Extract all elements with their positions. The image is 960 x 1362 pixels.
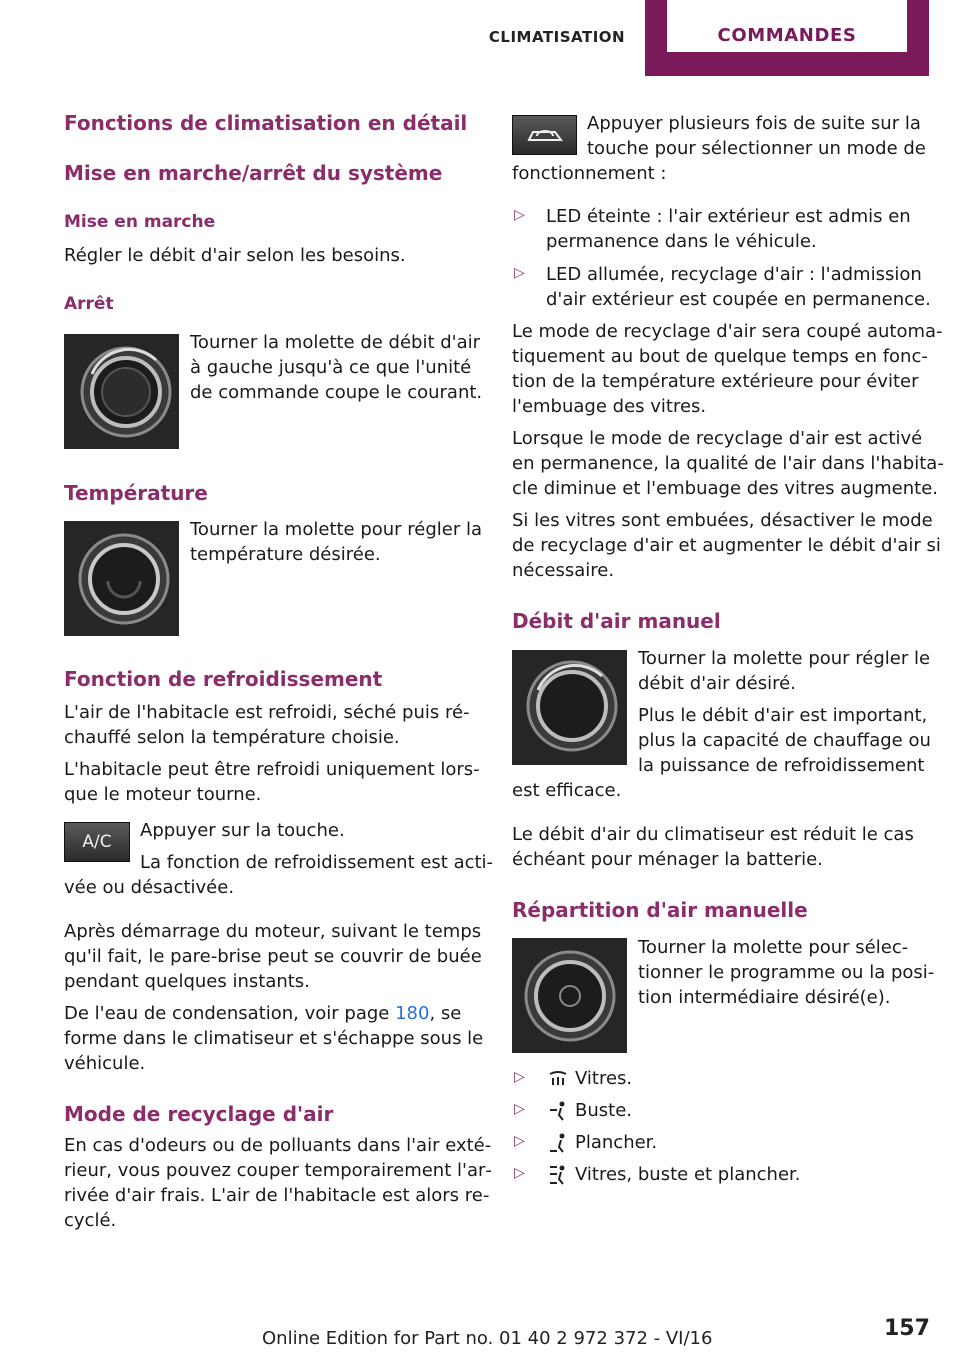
cool-p3-l3: pendant quelques instants. [64, 971, 310, 992]
dist-l3: tion intermédiaire désiré(e). [638, 987, 891, 1008]
ac-desc-l1: La fonction de refroidissement est acti‐ [140, 852, 494, 873]
bullet2-l2: d'air extérieur est coupée en permanence. [546, 289, 931, 310]
windshield-defrost-icon [547, 1068, 569, 1090]
header-active-tab [645, 0, 929, 76]
bullet-icon: ▷ [514, 207, 525, 223]
main-heading: Fonctions de climatisation en détail [64, 111, 468, 135]
auto-l3: tion de la température extérieure pour éviter [512, 371, 919, 392]
temp-line-2: température désirée. [190, 544, 381, 565]
bullet1-l1: LED éteinte : l'air extérieur est admis en [546, 206, 911, 227]
perm-l2: en permanence, la qualité de l'air dans l'habita‐ [512, 453, 944, 474]
recycle-l2: rieur, vous pouvez couper temporairement l'ar‐ [64, 1160, 492, 1181]
dist-bullet-4: Vitres, buste et plancher. [575, 1164, 801, 1185]
off-line-1: Tourner la molette de débit d'air [190, 332, 481, 353]
flow-more-l3: la puissance de refroidissement [638, 755, 925, 776]
auto-l1: Le mode de recyclage d'air sera coupé automa‐ [512, 321, 943, 342]
off-line-2: à gauche jusqu'à ce que l'unité [190, 357, 472, 378]
flow-tail: est efficace. [512, 780, 622, 801]
recirculation-button-image [512, 115, 577, 155]
condensation-line [64, 1001, 461, 1026]
perm-l3: cle diminue et l'embuage des vitres augmente. [512, 478, 938, 499]
flow-l2: débit d'air désiré. [638, 673, 796, 694]
perm-l1: Lorsque le mode de recyclage d'air est activé [512, 428, 923, 449]
heading-recycle: Mode de recyclage d'air [64, 1102, 334, 1126]
manual-airflow-knob-image [512, 650, 627, 765]
footwell-vent-icon [547, 1132, 569, 1154]
fog-l3: nécessaire. [512, 560, 615, 581]
bullet1-l2: permanence dans le véhicule. [546, 231, 817, 252]
dist-bullet-1: Vitres. [575, 1068, 633, 1089]
page-number: 157 [884, 1316, 930, 1341]
dist-bullet-3: Plancher. [575, 1132, 658, 1153]
heading-on: Mise en marche [64, 212, 216, 232]
ac-press-text: Appuyer sur la touche. [140, 820, 345, 841]
heading-manual-distribution: Répartition d'air manuelle [512, 898, 808, 922]
bullet-icon: ▷ [514, 1101, 525, 1117]
condensation-l2: forme dans le climatiseur et s'échappe sous le [64, 1028, 484, 1049]
recycle-l3: rivée d'air frais. L'air de l'habitacle est alors re‐ [64, 1185, 490, 1206]
header-active-tab-label: COMMANDES [667, 0, 907, 52]
heading-off: Arrêt [64, 294, 114, 314]
dist-l1: Tourner la molette pour sélec‐ [638, 937, 909, 958]
cool-p2-l2: que le moteur tourne. [64, 784, 262, 805]
cool-p2-l1: L'habitacle peut être refroidi uniquement lors‐ [64, 759, 480, 780]
cool-p1-l2: chauffé selon la température choisie. [64, 727, 400, 748]
cool-p3-l1: Après démarrage du moteur, suivant le temps [64, 921, 482, 942]
header-section-tab: CLIMATISATION [488, 28, 626, 46]
off-line-3: de commande coupe le courant. [190, 382, 483, 403]
fog-l1: Si les vitres sont embuées, désactiver le mode [512, 510, 933, 531]
flow-more-l2: plus la capacité de chauffage ou [638, 730, 931, 751]
bullet-icon: ▷ [514, 1165, 525, 1181]
recirculation-icon [525, 124, 565, 146]
press-tail: fonctionnement : [512, 163, 667, 184]
fog-l2: de recyclage d'air et augmenter le débit d'air si [512, 535, 941, 556]
bullet-icon: ▷ [514, 1133, 525, 1149]
battery-l2: échéant pour ménager la batterie. [512, 849, 823, 870]
press-l2: touche pour sélectionner un mode de [587, 138, 926, 159]
heading-onoff: Mise en marche/arrêt du système [64, 161, 443, 185]
on-text: Régler le débit d'air selon les besoins. [64, 245, 406, 266]
heading-manual-airflow: Débit d'air manuel [512, 609, 721, 633]
page-link-180[interactable]: 180 [395, 1003, 430, 1024]
temperature-knob-image [64, 521, 179, 636]
bullet-icon: ▷ [514, 1069, 525, 1085]
dist-l2: tionner le programme ou la posi‐ [638, 962, 935, 983]
ac-desc-l2: vée ou désactivée. [64, 877, 235, 898]
airflow-knob-image [64, 334, 179, 449]
press-l1: Appuyer plusieurs fois de suite sur la [587, 113, 921, 134]
bullet-icon: ▷ [514, 265, 525, 281]
battery-l1: Le débit d'air du climatiseur est réduit le cas [512, 824, 914, 845]
recycle-l1: En cas d'odeurs ou de polluants dans l'air exté‐ [64, 1135, 492, 1156]
all-zones-vent-icon [547, 1164, 569, 1186]
auto-l4: l'embuage des vitres. [512, 396, 707, 417]
condensation-text-after: , se [429, 1003, 462, 1024]
air-distribution-knob-image [512, 938, 627, 1053]
flow-l1: Tourner la molette pour régler le [638, 648, 931, 669]
auto-l2: tiquement au bout de quelque temps en fonc‐ [512, 346, 928, 367]
footer-edition: Online Edition for Part no. 01 40 2 972 372 - VI/16 [262, 1328, 713, 1349]
ac-button-image: A/C [64, 822, 130, 862]
heading-temperature: Température [64, 481, 208, 505]
bullet2-l1: LED allumée, recyclage d'air : l'admission [546, 264, 922, 285]
heading-cooling: Fonction de refroidissement [64, 667, 383, 691]
condensation-l3: véhicule. [64, 1053, 146, 1074]
upper-body-vent-icon [547, 1100, 569, 1122]
temp-line-1: Tourner la molette pour régler la [190, 519, 483, 540]
dist-bullet-2: Buste. [575, 1100, 632, 1121]
flow-more-l1: Plus le débit d'air est important, [638, 705, 928, 726]
recycle-l4: cyclé. [64, 1210, 117, 1231]
cool-p1-l1: L'air de l'habitacle est refroidi, séché puis ré‐ [64, 702, 470, 723]
condensation-text: De l'eau de condensation, voir page [64, 1003, 396, 1024]
cool-p3-l2: qu'il fait, le pare-brise peut se couvrir de buée [64, 946, 482, 967]
